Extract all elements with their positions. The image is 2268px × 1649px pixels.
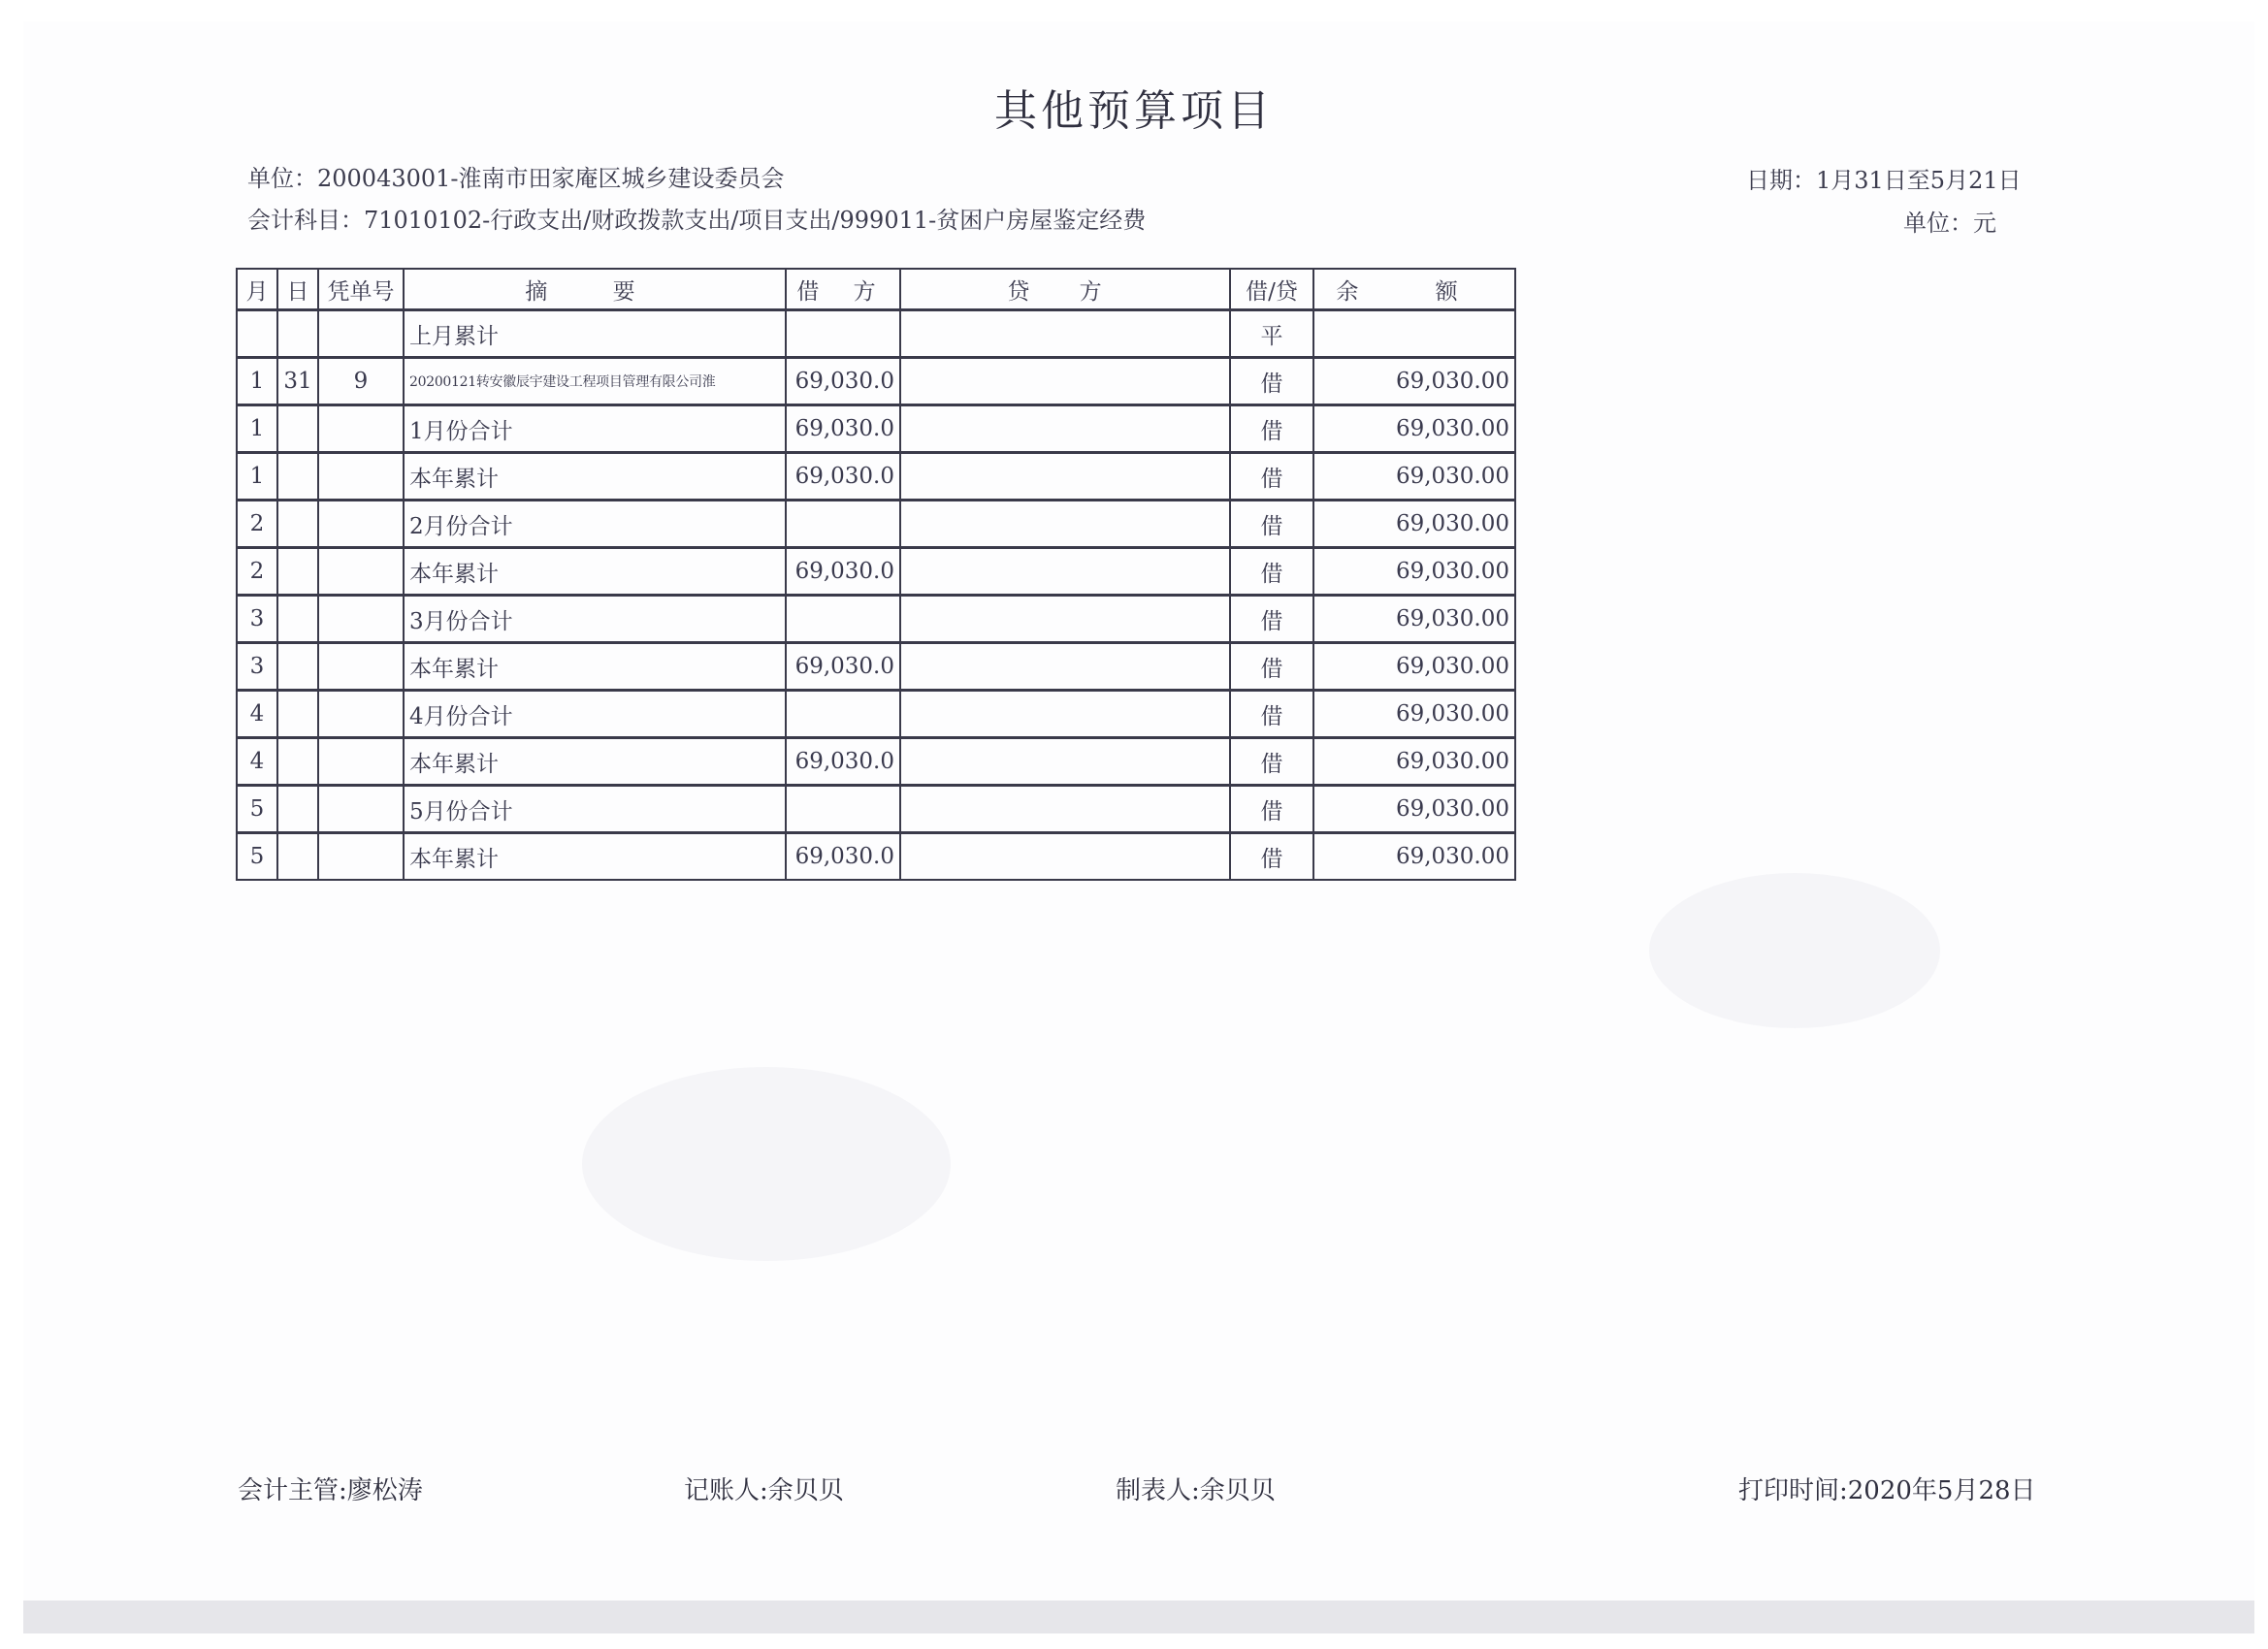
date-value: 1月31日至5月21日: [1816, 167, 2022, 194]
cell-day: [277, 453, 318, 501]
cell-balance: 69,030.00: [1313, 453, 1515, 501]
cell-dc: 借: [1230, 548, 1313, 596]
print-time-label: 打印时间:: [1738, 1476, 1848, 1505]
date-line: [1746, 161, 2022, 195]
cell-dc: 借: [1230, 596, 1313, 643]
currency-line: [1903, 204, 1996, 238]
cell-day: [277, 833, 318, 881]
col-header-voucher: 凭单号: [318, 269, 404, 310]
cell-summary: 本年累计: [404, 548, 786, 596]
cell-credit: [900, 596, 1230, 643]
table-row: [237, 405, 1515, 453]
cell-summary: 本年累计: [404, 643, 786, 691]
cell-debit: [786, 596, 900, 643]
cell-month: [237, 310, 277, 358]
table-row: [237, 310, 1515, 358]
table-row: [237, 548, 1515, 596]
table-row: [237, 643, 1515, 691]
cell-month: 1: [237, 453, 277, 501]
scan-edge: [23, 1600, 2254, 1633]
footer-supervisor: [238, 1471, 423, 1506]
cell-voucher: [318, 738, 404, 786]
paper-smudge: [582, 1067, 951, 1261]
cell-debit: 69,030.0: [786, 833, 900, 881]
cell-day: [277, 786, 318, 833]
cell-summary: 1月份合计: [404, 405, 786, 453]
cell-balance: [1313, 310, 1515, 358]
table-row: [237, 738, 1515, 786]
cell-day: [277, 405, 318, 453]
cell-credit: [900, 453, 1230, 501]
cell-credit: [900, 738, 1230, 786]
subject-label: 会计科目：: [247, 207, 364, 234]
table-row: [237, 833, 1515, 881]
cell-voucher: [318, 548, 404, 596]
date-label: 日期：: [1746, 167, 1816, 194]
page-title: 其他预算项目: [994, 86, 1274, 136]
cell-day: [277, 548, 318, 596]
table-header-row: [237, 269, 1515, 310]
cell-dc: 借: [1230, 643, 1313, 691]
bookkeeper-label: 记账人:: [684, 1476, 768, 1505]
cell-voucher: [318, 310, 404, 358]
cell-day: [277, 691, 318, 738]
cell-balance: 69,030.00: [1313, 358, 1515, 405]
cell-voucher: [318, 596, 404, 643]
cell-voucher: [318, 453, 404, 501]
cell-debit: 69,030.0: [786, 548, 900, 596]
cell-voucher: [318, 691, 404, 738]
table-row: [237, 786, 1515, 833]
cell-day: [277, 643, 318, 691]
table-row: [237, 453, 1515, 501]
cell-dc: 借: [1230, 833, 1313, 881]
cell-balance: 69,030.00: [1313, 548, 1515, 596]
cell-balance: 69,030.00: [1313, 643, 1515, 691]
cell-debit: [786, 691, 900, 738]
cell-month: 3: [237, 596, 277, 643]
cell-summary: 本年累计: [404, 833, 786, 881]
cell-summary: 20200121转安徽辰宇建设工程项目管理有限公司淮: [404, 358, 786, 405]
cell-month: 1: [237, 405, 277, 453]
cell-credit: [900, 501, 1230, 548]
cell-voucher: [318, 643, 404, 691]
cell-debit: [786, 786, 900, 833]
cell-debit: 69,030.0: [786, 405, 900, 453]
cell-debit: [786, 310, 900, 358]
cell-debit: 69,030.0: [786, 358, 900, 405]
cell-credit: [900, 643, 1230, 691]
cell-day: 31: [277, 358, 318, 405]
col-header-credit: 贷 方: [900, 269, 1230, 310]
cell-dc: 平: [1230, 310, 1313, 358]
cell-summary: 本年累计: [404, 453, 786, 501]
cell-balance: 69,030.00: [1313, 501, 1515, 548]
cell-credit: [900, 358, 1230, 405]
cell-month: 5: [237, 786, 277, 833]
supervisor-name: 廖松涛: [346, 1476, 423, 1505]
cell-credit: [900, 405, 1230, 453]
subject-value: 71010102-行政支出/财政拨款支出/项目支出/999011-贫困户房屋鉴定经费: [364, 207, 1147, 234]
cell-month: 2: [237, 501, 277, 548]
table-row: [237, 501, 1515, 548]
currency-value: 元: [1973, 210, 1996, 237]
cell-month: 4: [237, 738, 277, 786]
cell-dc: 借: [1230, 358, 1313, 405]
cell-month: 4: [237, 691, 277, 738]
cell-day: [277, 596, 318, 643]
cell-balance: 69,030.00: [1313, 833, 1515, 881]
cell-dc: 借: [1230, 691, 1313, 738]
cell-balance: 69,030.00: [1313, 596, 1515, 643]
cell-balance: 69,030.00: [1313, 691, 1515, 738]
cell-debit: 69,030.0: [786, 738, 900, 786]
cell-credit: [900, 786, 1230, 833]
cell-voucher: [318, 786, 404, 833]
table-row: [237, 596, 1515, 643]
cell-month: 3: [237, 643, 277, 691]
table-row: [237, 691, 1515, 738]
cell-dc: 借: [1230, 738, 1313, 786]
print-time-value: 2020年5月28日: [1847, 1476, 2036, 1505]
cell-summary: 5月份合计: [404, 786, 786, 833]
preparer-name: 余贝贝: [1199, 1476, 1276, 1505]
col-header-dc: 借/贷: [1230, 269, 1313, 310]
paper-smudge: [1649, 873, 1940, 1028]
col-header-month: 月: [237, 269, 277, 310]
col-header-debit: 借 方: [786, 269, 900, 310]
footer-print-time: [1738, 1471, 2036, 1506]
cell-summary: 3月份合计: [404, 596, 786, 643]
cell-summary: 本年累计: [404, 738, 786, 786]
cell-day: [277, 310, 318, 358]
supervisor-label: 会计主管:: [238, 1476, 347, 1505]
unit-value: 200043001-淮南市田家庵区城乡建设委员会: [317, 165, 785, 192]
unit-label: 单位：: [247, 165, 317, 192]
footer-preparer: [1116, 1471, 1276, 1506]
cell-dc: 借: [1230, 501, 1313, 548]
cell-balance: 69,030.00: [1313, 786, 1515, 833]
cell-balance: 69,030.00: [1313, 405, 1515, 453]
preparer-label: 制表人:: [1116, 1476, 1200, 1505]
cell-summary: 上月累计: [404, 310, 786, 358]
cell-month: 5: [237, 833, 277, 881]
cell-debit: 69,030.0: [786, 453, 900, 501]
cell-summary: 2月份合计: [404, 501, 786, 548]
cell-balance: 69,030.00: [1313, 738, 1515, 786]
cell-dc: 借: [1230, 453, 1313, 501]
cell-day: [277, 501, 318, 548]
cell-dc: 借: [1230, 405, 1313, 453]
table-row: [237, 358, 1515, 405]
cell-credit: [900, 833, 1230, 881]
ledger-table: [236, 268, 1516, 881]
col-header-day: 日: [277, 269, 318, 310]
cell-day: [277, 738, 318, 786]
unit-line: [247, 159, 785, 193]
cell-credit: [900, 548, 1230, 596]
cell-voucher: [318, 501, 404, 548]
cell-dc: 借: [1230, 786, 1313, 833]
cell-voucher: [318, 405, 404, 453]
cell-voucher: [318, 833, 404, 881]
footer-bookkeeper: [684, 1471, 844, 1506]
cell-month: 1: [237, 358, 277, 405]
currency-label: 单位：: [1903, 210, 1973, 237]
col-header-summary: 摘 要: [404, 269, 786, 310]
subject-line: [247, 201, 1146, 235]
cell-summary: 4月份合计: [404, 691, 786, 738]
cell-month: 2: [237, 548, 277, 596]
bookkeeper-name: 余贝贝: [767, 1476, 844, 1505]
cell-credit: [900, 310, 1230, 358]
cell-credit: [900, 691, 1230, 738]
cell-debit: 69,030.0: [786, 643, 900, 691]
cell-voucher: 9: [318, 358, 404, 405]
col-header-balance: 余 额: [1313, 269, 1515, 310]
cell-debit: [786, 501, 900, 548]
